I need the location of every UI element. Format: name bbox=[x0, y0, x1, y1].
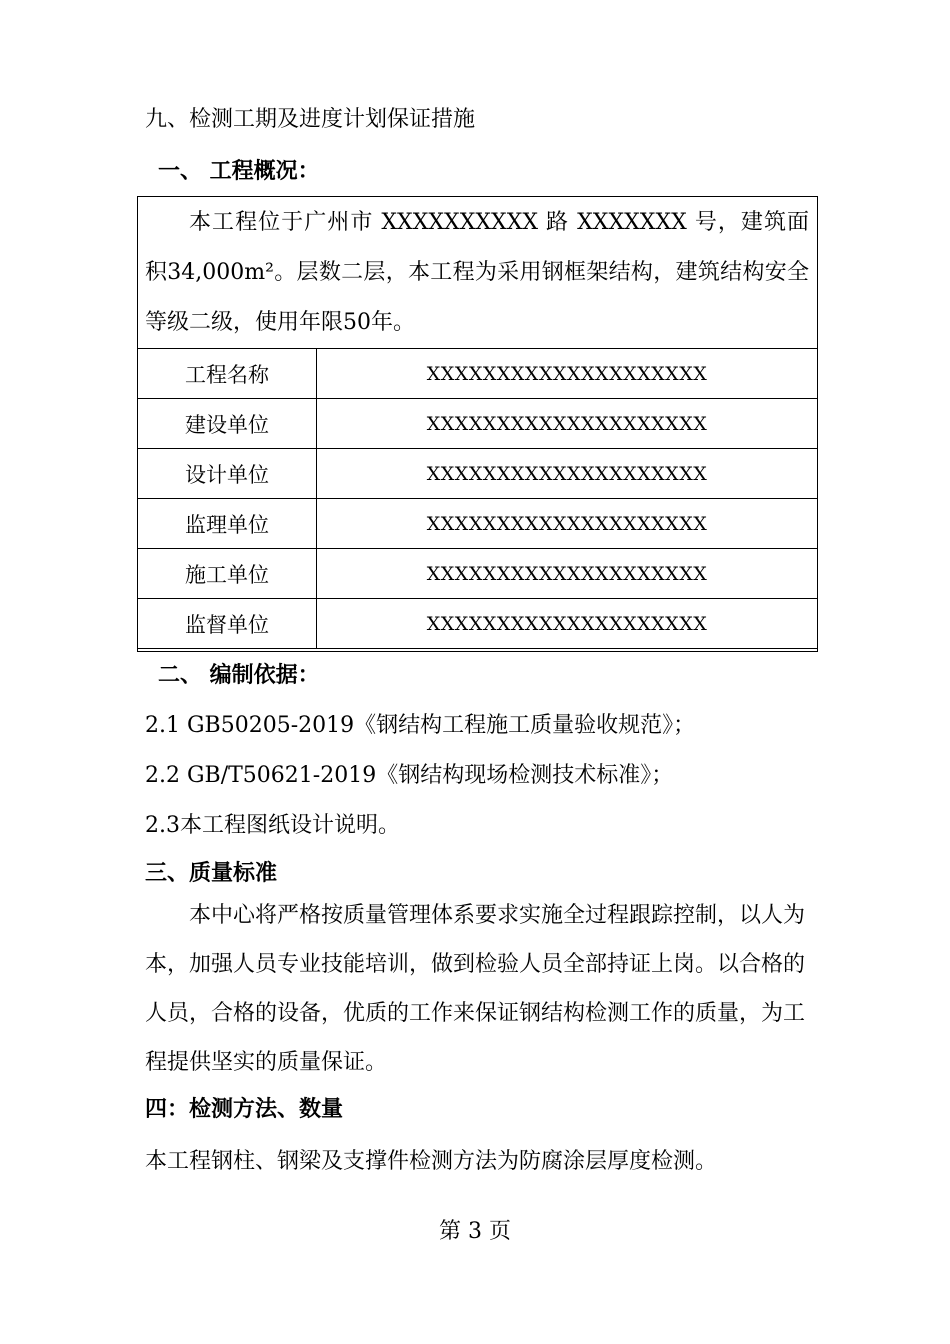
basis-item-3: 2.3本工程图纸设计说明。 bbox=[145, 813, 400, 838]
table-row bbox=[138, 399, 818, 449]
table-value: XXXXXXXXXXXXXXXXXXXX bbox=[317, 599, 818, 649]
table-key: 监督单位 bbox=[138, 599, 317, 649]
section-1-title: 一、 工程概况： bbox=[158, 159, 320, 184]
table-value: XXXXXXXXXXXXXXXXXXXX bbox=[317, 349, 818, 399]
project-info-table bbox=[137, 348, 818, 649]
page-number: 第 3 页 bbox=[439, 1219, 511, 1244]
table-key: 施工单位 bbox=[138, 549, 317, 599]
overview-text: 本工程位于广州市 XXXXXXXXXX 路 XXXXXXX 号，建筑面积34,000m²。层数二层，本工程为采用钢框架结构，建筑结构安全等级二级，使用年限50年。 bbox=[145, 210, 809, 335]
table-row bbox=[138, 599, 818, 649]
table-key: 工程名称 bbox=[138, 349, 317, 399]
section-3-title: 三、质量标准 bbox=[145, 861, 278, 886]
table-row bbox=[138, 449, 818, 499]
table-key: 监理单位 bbox=[138, 499, 317, 549]
section-4-title: 四：检测方法、数量 bbox=[145, 1097, 344, 1122]
basis-item-1: 2.1 GB50205-2019《钢结构工程施工质量验收规范》； bbox=[145, 713, 696, 738]
quality-standard-text: 本中心将严格按质量管理体系要求实施全过程跟踪控制，以人为本，加强人员专业技能培训，做到检验人员全部持证上岗。以合格的人员，合格的设备，优质的工作来保证钢结构检测工作的质量，为工程提供坚实的质量保证。 bbox=[145, 903, 806, 1075]
overview-box bbox=[137, 196, 818, 652]
document-heading: 九、检测工期及进度计划保证措施 bbox=[145, 107, 476, 132]
method-text: 本工程钢柱、钢梁及支撑件检测方法为防腐涂层厚度检测。 bbox=[145, 1149, 718, 1174]
table-key: 建设单位 bbox=[138, 399, 317, 449]
table-row bbox=[138, 549, 818, 599]
table-key: 设计单位 bbox=[138, 449, 317, 499]
basis-item-2: 2.2 GB/T50621-2019《钢结构现场检测技术标准》； bbox=[145, 763, 674, 788]
section-2-title: 二、 编制依据： bbox=[158, 663, 320, 688]
table-value: XXXXXXXXXXXXXXXXXXXX bbox=[317, 399, 818, 449]
table-value: XXXXXXXXXXXXXXXXXXXX bbox=[317, 449, 818, 499]
table-value: XXXXXXXXXXXXXXXXXXXX bbox=[317, 499, 818, 549]
table-row bbox=[138, 349, 818, 399]
table-row bbox=[138, 499, 818, 549]
table-value: XXXXXXXXXXXXXXXXXXXX bbox=[317, 549, 818, 599]
